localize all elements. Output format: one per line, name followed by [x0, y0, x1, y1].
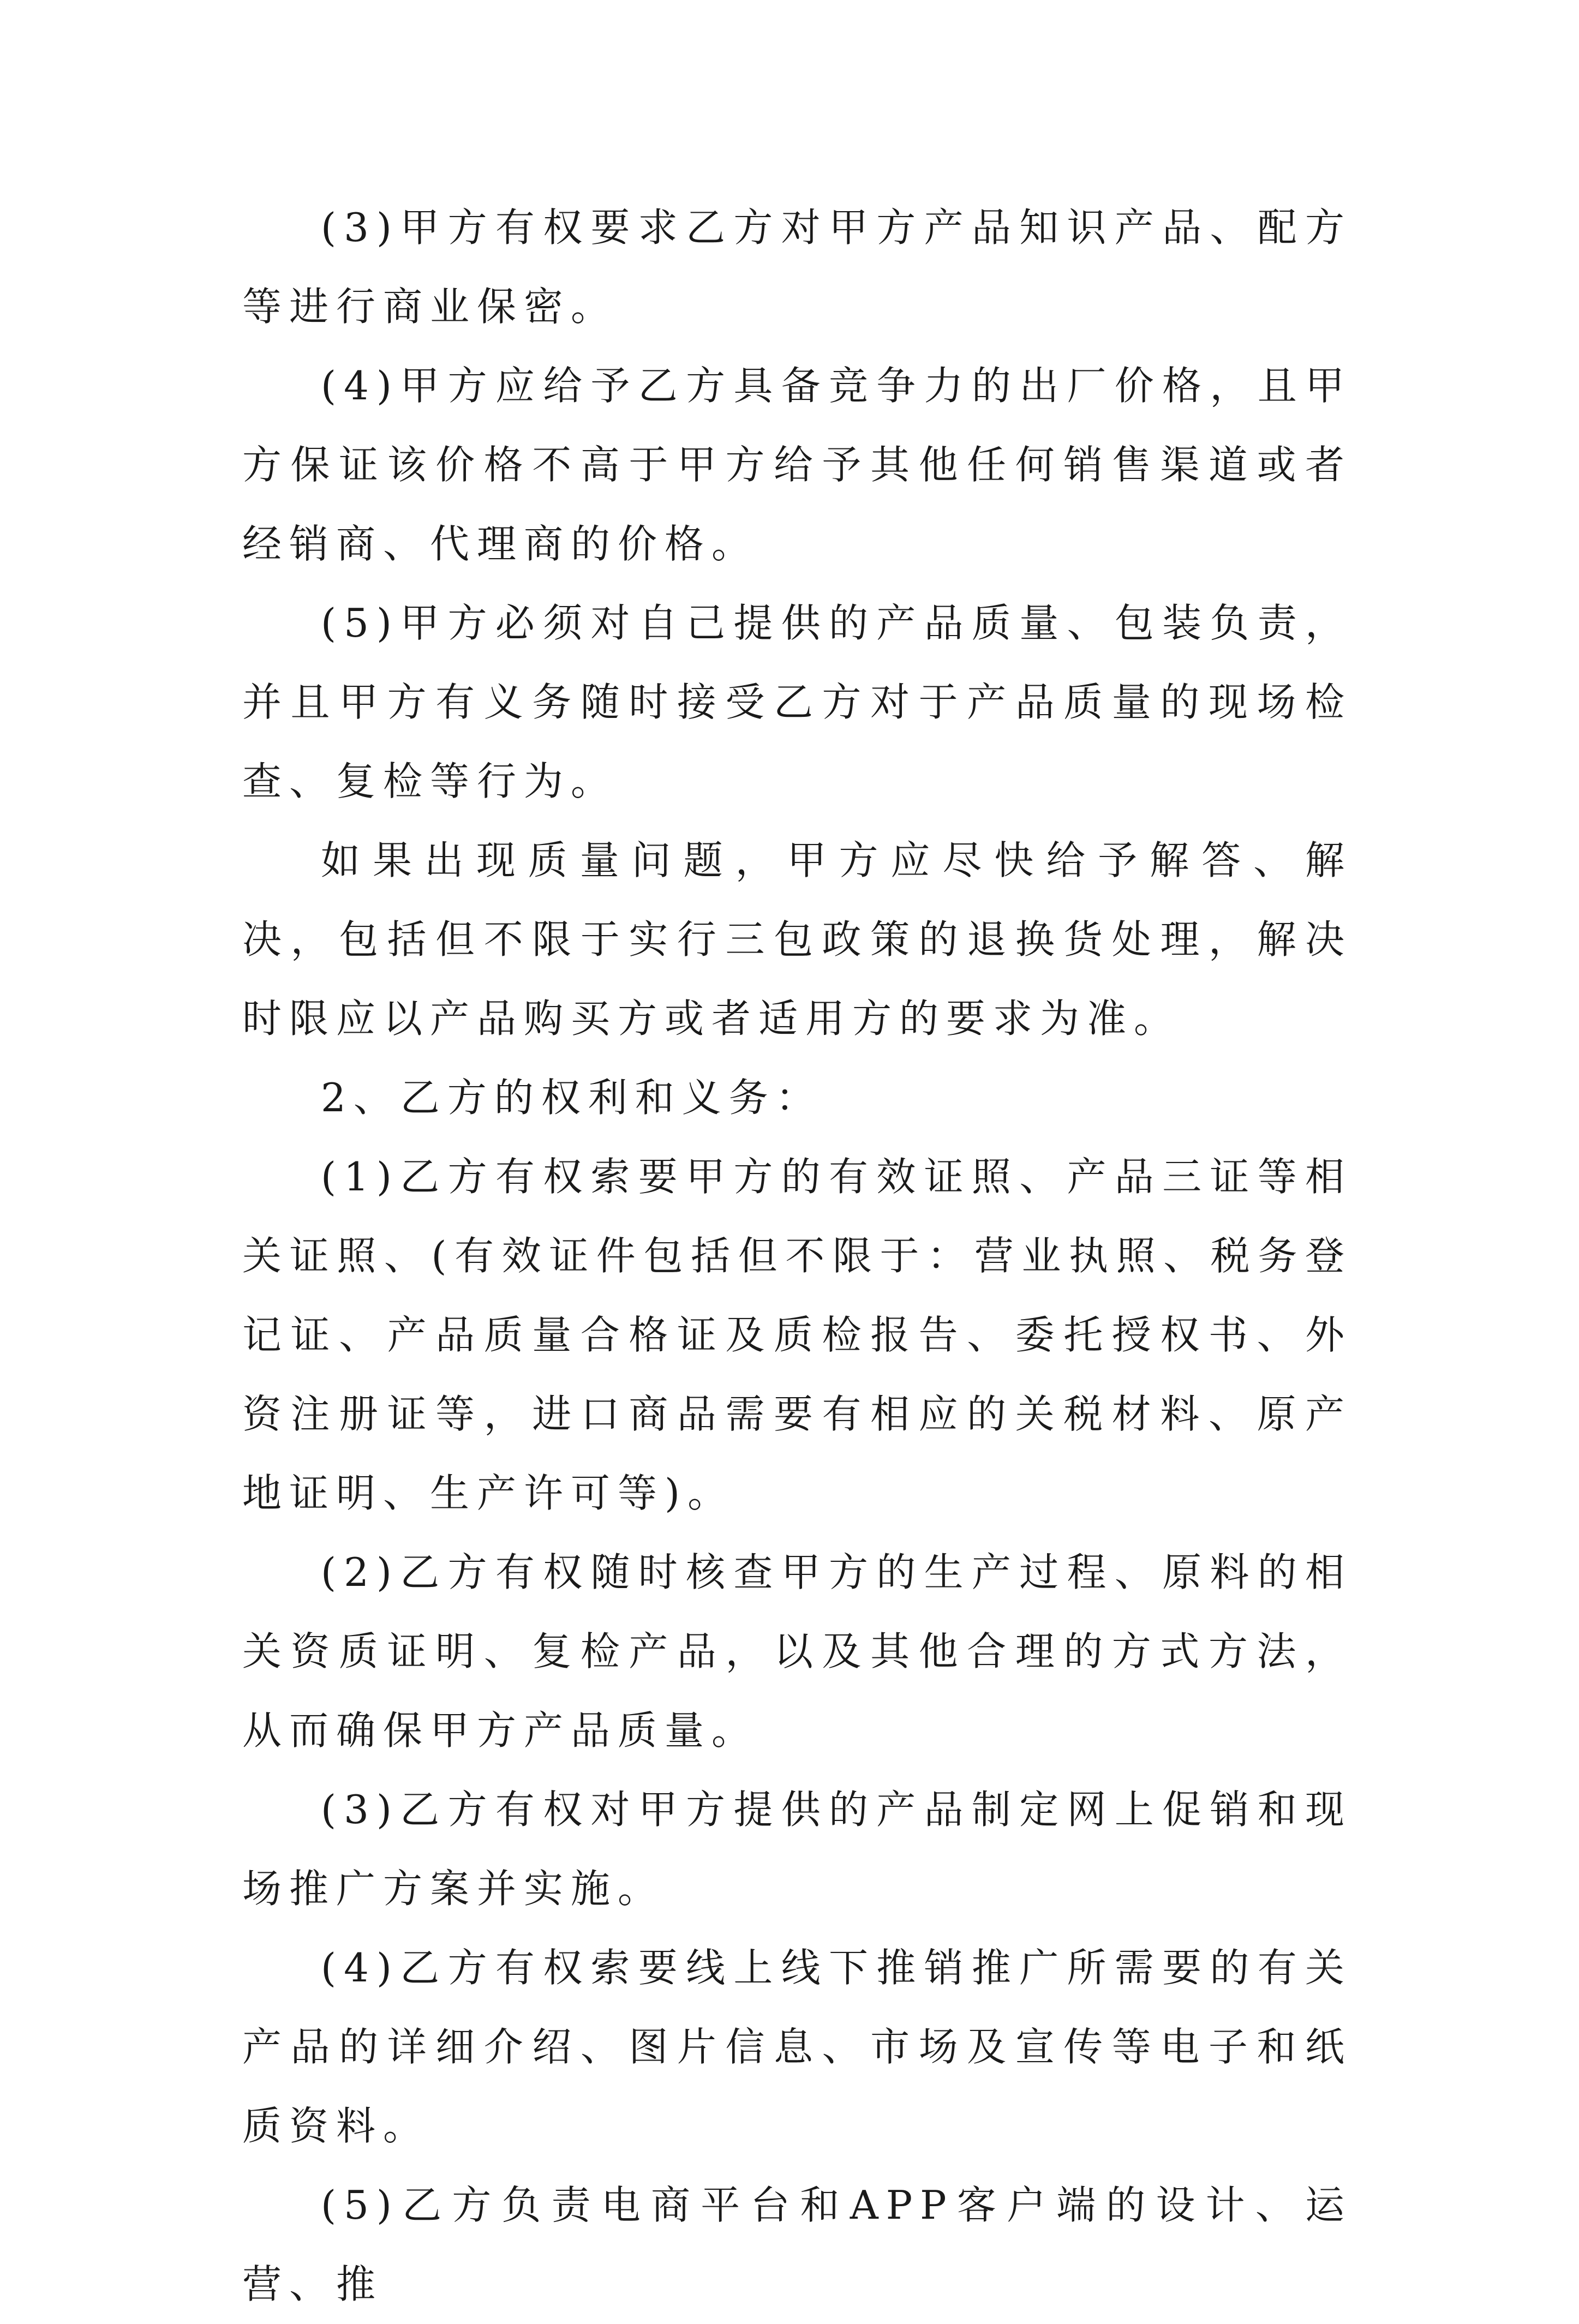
document-body [242, 188, 1352, 2324]
section-heading-party-b: 2、乙方的权利和义务： [321, 1075, 823, 1121]
paragraph-party-b-1: (1)乙方有权索要甲方的有效证照、产品三证等相关证照、(有效证件包括但不限于：营业执照、税务登记证、产品质量合格证及质检报告、委托授权书、外资注册证等，进口商品需要有相应的关税材料、原产地证明、生产许可等)。 [242, 1154, 1352, 1516]
paragraph-party-b-4: (4)乙方有权索要线上线下推销推广所需要的有关产品的详细介绍、图片信息、市场及宣传等电子和纸质资料。 [242, 1945, 1352, 2149]
paragraph-party-b-3: (3)乙方有权对甲方提供的产品制定网上促销和现场推广方案并实施。 [242, 1787, 1352, 1912]
paragraph-party-a-5: (5)甲方必须对自己提供的产品质量、包装负责，并且甲方有义务随时接受乙方对于产品质量的现场检查、复检等行为。 [242, 600, 1352, 804]
paragraph-party-b-2: (2)乙方有权随时核查甲方的生产过程、原料的相关资质证明、复检产品，以及其他合理的方式方法，从而确保甲方产品质量。 [242, 1549, 1352, 1753]
paragraph-quality-issue: 如果出现质量问题，甲方应尽快给予解答、解决，包括但不限于实行三包政策的退换货处理，解决时限应以产品购买方或者适用方的要求为准。 [242, 837, 1352, 1041]
paragraph-party-a-3: (3)甲方有权要求乙方对甲方产品知识产品、配方等进行商业保密。 [242, 205, 1352, 330]
paragraph-party-b-5: (5)乙方负责电商平台和APP客户端的设计、运营、推 [242, 2182, 1352, 2307]
paragraph-party-a-4: (4)甲方应给予乙方具备竞争力的出厂价格，且甲方保证该价格不高于甲方给予其他任何销售渠道或者经销商、代理商的价格。 [242, 363, 1352, 567]
